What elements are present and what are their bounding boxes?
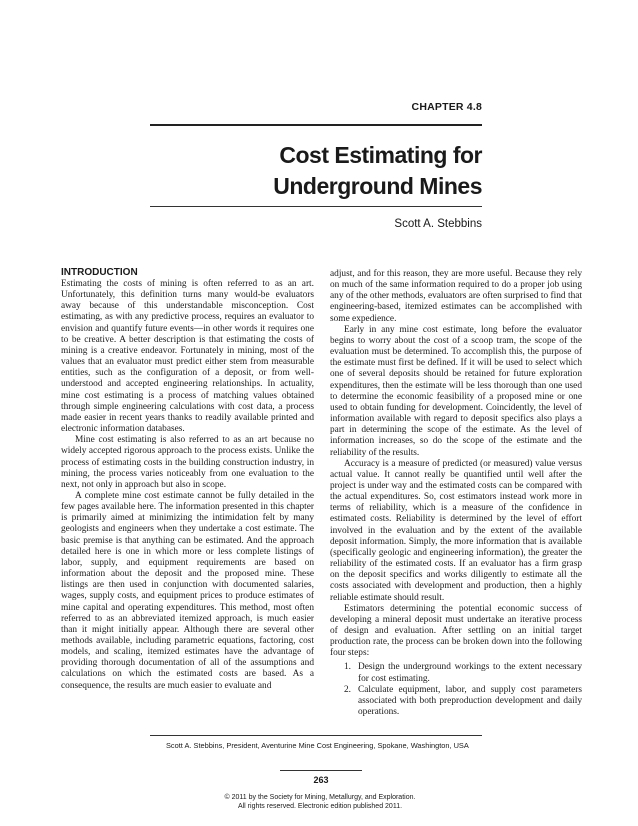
paragraph: Accuracy is a measure of predicted (or measured) value versus actual value. It cannot really be quantified until well after the project is under way and the estimated costs can be compared with the actual expenditures. So, cost estimators instead work more in terms of reliability, which is a measure of the confidence in estimated costs. Reliability is determined by the level of effort involved in the evaluation and by the extent of the available deposit information. Simply, the more information that is available (specifically geologic and engineering information), the greater the reliability of the estimated costs. If an evaluator has a firm grasp on the deposit specifics and works diligently to estimate all the costs associated with development and production, then a highly reliable estimate should result. — [330, 458, 582, 603]
copyright-line-1: © 2011 by the Society for Mining, Metallurgy, and Exploration. — [224, 794, 416, 801]
footnote-rule — [150, 735, 482, 736]
page-number: 263 — [313, 775, 329, 785]
list-item-number: 1. — [344, 662, 352, 673]
paragraph: A complete mine cost estimate cannot be fully detailed in the few pages available here. The information presented in this chapter is primarily aimed at minimizing the intimidation felt by many geologists and engineers when they undertake a cost estimate. The basic premise is that anything can be estimated. And the approach detailed here is one in which more or less complete listings of labor, supply, and equipment requirements are based on information about the deposit and the proposed mine. These listings are then used in conjunction with documented salaries, wages, supply costs, and equipment prices to produce estimates of mine capital and operating expenditures. This method, most often referred to as an abbreviated itemized approach, is much easier than it might initially appear. Although there are several other methods available, including parametric equations, factoring, cost models, and scaling, itemized estimates have the advantage of providing thorough documentation of all of the assumptions and calculations on which the estimated costs are based. As a consequence, the results are much easier to evaluate and — [61, 490, 314, 691]
list-item-number: 2. — [344, 684, 352, 695]
list-item — [330, 662, 582, 684]
copyright-line-2: All rights reserved. Electronic edition published 2011. — [237, 803, 403, 810]
paragraph: Estimating the costs of mining is often referred to as an art. Unfortunately, this definition turns many would-be evaluators away because of this understandable misconception. Cost estimating, as with any predictive process, requires an evaluator to envision and quantify future events—in other words it requires one to be creative. A better description is that estimating the costs of mining is a creative endeavor. Fortunately in mining, most of the values that an evaluator must predict either stem from measurable entities, such as the configuration of a deposit, or from well-understood and accepted engineering relationships. In actuality, mine cost estimating is a process of matching values obtained through simple engineering calculations with cost data, a process made easier in recent years thanks to readily available printed and electronic information databases. — [61, 279, 314, 435]
author-name: Scott A. Stebbins — [394, 218, 482, 230]
column-right — [330, 269, 582, 718]
paragraph: Mine cost estimating is also referred to as an art because no widely accepted rigorous approach to the process exists. Unlike the process of estimating costs in the building construction industry, in mining, the process varies noticeably from one evaluation to the next, not only in approach but also in scope. — [61, 435, 314, 490]
chapter-label: CHAPTER 4.8 — [411, 101, 482, 113]
title-line-1: Cost Estimating for — [279, 142, 482, 168]
list-item-text: Design the underground workings to the extent necessary for cost estimating. — [358, 662, 582, 684]
title-line-2: Underground Mines — [273, 173, 482, 199]
paragraph: adjust, and for this reason, they are more useful. Because they rely on much of the same information required to do a proper job using any of the other methods, evaluators are often surprised to find that engineering-based, itemized estimates can be accomplished with some expedience. — [330, 269, 582, 324]
header-rule — [150, 124, 482, 126]
author-footnote: Scott A. Stebbins, President, Aventurine Mine Cost Engineering, Spokane, Washington, USA — [166, 741, 469, 750]
list-item — [330, 685, 582, 718]
column-left — [61, 267, 314, 692]
copyright-notice — [150, 793, 490, 811]
section-heading: INTRODUCTION — [61, 267, 138, 278]
list-item-text: Calculate equipment, labor, and supply cost parameters associated with both preproduction development and daily operations. — [358, 684, 582, 718]
title-rule — [150, 206, 482, 207]
paragraph: Early in any mine cost estimate, long before the evaluator begins to worry about the cost of a scoop tram, the scope of the evaluation must be determined. To accomplish this, the purpose of the estimate must first be defined. If it will be used to select which one of several deposits should be retained for future exploration expenditures, then the estimate will be less thorough than one used to determine the economic feasibility of a proposed mine or one used to obtain funding for development. Coincidently, the level of information available with regard to deposit specifics also plays a part in determining the scope of the estimate. As the level of information increases, so do the scope of the estimate and the reliability of the results. — [330, 324, 582, 458]
steps-list — [330, 662, 582, 718]
page-number-rule — [280, 770, 362, 771]
paragraph: Estimators determining the potential economic success of developing a mineral deposit must undertake an iterative process of design and evaluation. After settling on an initial target production rate, the process can be broken down into the following four steps: — [330, 603, 582, 659]
chapter-title — [150, 140, 482, 202]
